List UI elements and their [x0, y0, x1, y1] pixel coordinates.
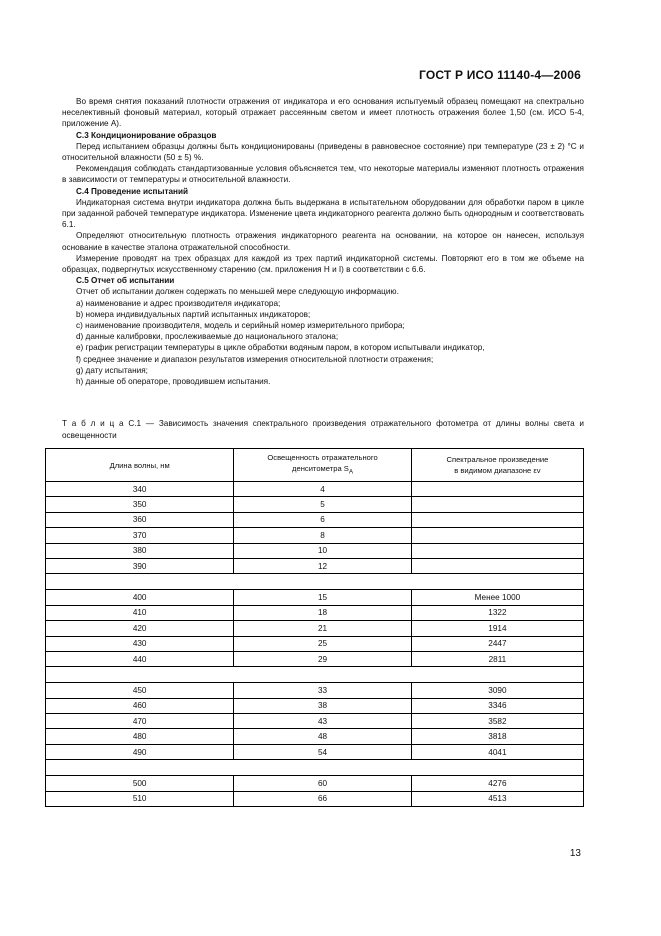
page-number: 13: [569, 848, 581, 859]
spectral-product-cell: [411, 497, 583, 512]
paragraph: Определяют относительную плотность отражения индикаторного реагента на основании, на которое он нанесен, используя основание в качестве эталона отражательной способности.: [62, 231, 584, 252]
illuminance-cell: 54: [234, 744, 412, 759]
column-header-wavelength: Длина волны, нм: [46, 449, 234, 482]
wavelength-cell: 340: [46, 482, 234, 497]
table-spacer-cell: [46, 760, 584, 776]
document-header: ГОСТ Р ИСО 11140-4—2006: [418, 68, 581, 82]
wavelength-cell: 350: [46, 497, 234, 512]
table-row: [46, 590, 584, 605]
spectral-product-cell: 4276: [411, 776, 583, 791]
wavelength-cell: 460: [46, 698, 234, 713]
paragraph: Индикаторная система внутри индикатора должна быть выдержана в испытательном оборудовании для обработки паром в цикле при заданной рабочей температуре индикатора. Изменение цвета индикаторного реагента должно быть однородным и соответствовать 6.1.: [62, 197, 584, 230]
illuminance-cell: 5: [234, 497, 412, 512]
illuminance-cell: 12: [234, 558, 412, 573]
report-list: [62, 298, 584, 388]
section-heading: С.4 Проведение испытаний: [76, 186, 189, 196]
table-row: [46, 791, 584, 806]
column-header-spectral-product: Спектральное произведение в видимом диапазоне εv: [411, 449, 583, 482]
wavelength-cell: 500: [46, 776, 234, 791]
table-row: [46, 558, 584, 573]
table-row: [46, 512, 584, 527]
illuminance-cell: 18: [234, 605, 412, 620]
illuminance-cell: 21: [234, 621, 412, 636]
spectral-product-cell: 1914: [411, 621, 583, 636]
list-item: c) наименование производителя, модель и серийный номер измерительного прибора;: [76, 321, 405, 331]
table-row: [46, 729, 584, 744]
section-heading: С.3 Кондиционирование образцов: [76, 130, 217, 140]
illuminance-cell: 10: [234, 543, 412, 558]
table-spacer-cell: [46, 667, 584, 683]
table-spacer-row: [46, 574, 584, 590]
section-heading: С.5 Отчет об испытании: [76, 276, 175, 286]
paragraph: Перед испытанием образцы должны быть кондиционированы (приведены в равновесное состояние) при температуре (23 ± 2) °С и относительной влажности (50 ± 5) %.: [62, 141, 584, 163]
spectral-product-cell: 3582: [411, 714, 583, 729]
table-caption: Т а б л и ц а С.1 — Зависимость значения спектрального произведения отражательного фотометра от длины волны света и освещенности: [62, 419, 584, 440]
wavelength-cell: 490: [46, 744, 234, 759]
table-row: [46, 497, 584, 512]
table-spacer-row: [46, 760, 584, 776]
table-row: [46, 605, 584, 620]
column-header-illuminance: Освещенность отражательного денситометра $S_A$: [234, 449, 412, 482]
body-text: [62, 96, 584, 387]
wavelength-cell: 450: [46, 683, 234, 698]
table-body: [46, 482, 584, 807]
wavelength-cell: 370: [46, 528, 234, 543]
wavelength-cell: 360: [46, 512, 234, 527]
table-row: [46, 482, 584, 497]
spectral-product-cell: [411, 512, 583, 527]
illuminance-cell: 15: [234, 590, 412, 605]
illuminance-cell: 48: [234, 729, 412, 744]
list-item: b) номера индивидуальных партий испытанных индикаторов;: [76, 309, 311, 319]
illuminance-cell: 4: [234, 482, 412, 497]
list-item: d) данные калибровки, прослеживаемые до национального эталона;: [76, 332, 339, 342]
paragraph: Измерение проводят на трех образцах для каждой из трех партий индикаторной системы. Повторяют его в том же объеме на образцах, подвергнутых искусственному старению (см. приложения Н и I) в соответствии с 6.6.: [62, 253, 584, 275]
paragraph: Отчет об испытании должен содержать по меньшей мере следующую информацию.: [76, 287, 399, 297]
table-row: [46, 698, 584, 713]
wavelength-cell: 400: [46, 590, 234, 605]
spectral-product-cell: Менее 1000: [411, 590, 583, 605]
spectral-product-cell: 4513: [411, 791, 583, 806]
spectral-product-cell: 1322: [411, 605, 583, 620]
spectral-product-cell: 3346: [411, 698, 583, 713]
paragraph: Во время снятия показаний плотности отражения от индикатора и его основания испытуемый образец помещают на спектрально неселективный фоновый материал, который отражает рассеянным светом и имеет плотность отражения более 1,50 (см. ИСО 5-4, приложение А).: [62, 97, 584, 129]
table-row: [46, 651, 584, 666]
illuminance-cell: 66: [234, 791, 412, 806]
table-header-row: [46, 449, 584, 482]
wavelength-cell: 510: [46, 791, 234, 806]
spectral-product-cell: [411, 528, 583, 543]
spectral-product-cell: 3090: [411, 683, 583, 698]
list-item: f) среднее значение и диапазон результатов измерения относительной плотности отражения;: [76, 354, 434, 364]
spectral-product-cell: [411, 558, 583, 573]
table-spacer-cell: [46, 574, 584, 590]
illuminance-cell: 29: [234, 651, 412, 666]
spectral-product-cell: 2811: [411, 651, 583, 666]
table-row: [46, 621, 584, 636]
table-row: [46, 543, 584, 558]
list-item: e) график регистрации температуры в цикле обработки водяным паром, в котором испытывали индикатор,: [76, 343, 485, 353]
spectral-product-cell: 2447: [411, 636, 583, 651]
spectral-product-cell: 4041: [411, 744, 583, 759]
table-row: [46, 636, 584, 651]
list-item: g) дату испытания;: [76, 365, 148, 375]
table-spacer-row: [46, 667, 584, 683]
table-row: [46, 528, 584, 543]
table-row: [46, 714, 584, 729]
spectral-product-cell: [411, 482, 583, 497]
table-row: [46, 776, 584, 791]
wavelength-cell: 420: [46, 621, 234, 636]
illuminance-cell: 38: [234, 698, 412, 713]
wavelength-cell: 440: [46, 651, 234, 666]
list-item: h) данные об операторе, проводившем испытания.: [76, 377, 271, 387]
wavelength-cell: 430: [46, 636, 234, 651]
data-table: [45, 448, 584, 807]
table-row: [46, 683, 584, 698]
wavelength-cell: 390: [46, 558, 234, 573]
wavelength-cell: 480: [46, 729, 234, 744]
wavelength-cell: 410: [46, 605, 234, 620]
illuminance-cell: 43: [234, 714, 412, 729]
wavelength-cell: 380: [46, 543, 234, 558]
list-item: a) наименование и адрес производителя индикатора;: [76, 298, 281, 308]
illuminance-cell: 33: [234, 683, 412, 698]
wavelength-cell: 470: [46, 714, 234, 729]
illuminance-cell: 6: [234, 512, 412, 527]
spectral-product-cell: 3818: [411, 729, 583, 744]
spectral-product-cell: [411, 543, 583, 558]
table-row: [46, 744, 584, 759]
paragraph: Рекомендация соблюдать стандартизованные условия объясняется тем, что некоторые материалы изменяют плотность отражения в зависимости от температуры и относительной влажности.: [62, 164, 584, 185]
illuminance-cell: 60: [234, 776, 412, 791]
illuminance-cell: 25: [234, 636, 412, 651]
illuminance-cell: 8: [234, 528, 412, 543]
